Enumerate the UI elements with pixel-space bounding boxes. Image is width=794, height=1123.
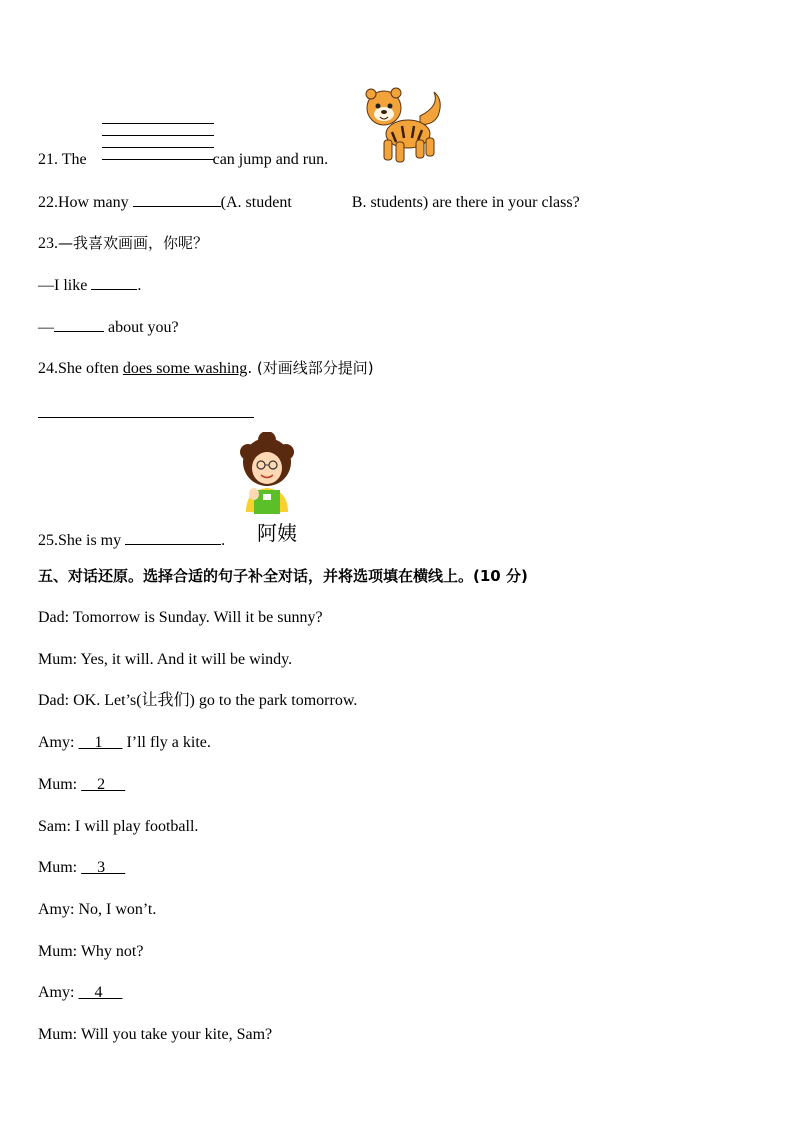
answer-blank-numbered: 4 [78, 984, 123, 1002]
dialogue-text: Yes, it will. And it will be windy. [80, 650, 293, 668]
speaker-label: Sam: [38, 817, 75, 835]
speaker-label: Dad: [38, 692, 74, 710]
question-number: 25. [38, 532, 58, 549]
dialogue-line [38, 942, 143, 962]
dialogue-line [38, 817, 198, 837]
speaker-label: Amy: [38, 900, 79, 918]
dialogue-line [38, 691, 357, 711]
question-number: 24. [38, 360, 58, 377]
question-text: She is my [58, 532, 122, 549]
question-text: . (对画线部分提问) [247, 359, 374, 377]
question-23-line-1 [38, 275, 141, 296]
speaker-label: Amy: [38, 984, 79, 1002]
dialogue-line [38, 900, 156, 920]
question-text: How many [58, 194, 129, 211]
question-23-line-2 [38, 317, 179, 338]
speaker-label: Dad: [38, 609, 73, 626]
answer-line [102, 135, 214, 136]
dialogue-text: I’ll fly a kite. [126, 734, 211, 752]
aunt-caption: 阿姨 [257, 521, 297, 545]
question-23 [38, 233, 208, 254]
answer-blank [91, 275, 137, 290]
answer-blank [54, 317, 104, 332]
section-heading: 五、对话还原。选择合适的句子补全对话，并将选项填在横线上。(10 分) [38, 567, 528, 585]
answer-blank-numbered: 3 [81, 859, 126, 877]
dialogue-line [38, 775, 125, 795]
dialogue-text: I will play football. [74, 817, 199, 835]
dialogue-text: . [137, 277, 142, 294]
dialogue-line [38, 858, 125, 878]
dialogue-line [38, 983, 122, 1003]
option-a: (A. student [220, 194, 292, 211]
question-number: 21. [38, 151, 58, 168]
answer-line [38, 417, 254, 418]
answer-line [102, 147, 214, 148]
dialogue-text: —I like [38, 277, 88, 294]
dialogue-text: — [38, 319, 54, 336]
question-24 [38, 358, 374, 379]
question-25 [38, 530, 225, 551]
question-21 [38, 150, 328, 170]
dialogue-line [38, 608, 323, 628]
speaker-label: Mum: [38, 942, 81, 960]
answer-line [102, 123, 214, 124]
speaker-label: Amy: [38, 734, 79, 752]
dialogue-text: Tomorrow is Sunday. Will it be sunny? [72, 609, 323, 626]
aunt-picture [234, 432, 300, 522]
dialogue-text: about you? [108, 319, 179, 336]
speaker-label: Mum: [38, 775, 82, 793]
answer-blank [125, 530, 221, 545]
question-text: She often [58, 360, 119, 377]
option-b: B. students) are there in your class? [351, 194, 580, 211]
dialogue-text: Will you take your kite, Sam? [80, 1026, 273, 1043]
dialogue-text: No, I won’t. [78, 900, 157, 918]
question-text: The [61, 151, 87, 168]
question-number: 23. [38, 235, 58, 252]
answer-blank [133, 192, 221, 207]
question-number: 22. [38, 194, 58, 211]
question-text: can jump and run. [212, 151, 329, 168]
tiger-picture [362, 86, 448, 166]
speaker-label: Mum: [38, 1026, 81, 1043]
question-22 [38, 192, 580, 213]
answer-blank-numbered: 2 [81, 775, 126, 793]
dialogue-line [38, 733, 211, 753]
speaker-label: Mum: [38, 650, 81, 668]
question-text: . [221, 532, 226, 549]
dialogue-line [38, 1025, 272, 1045]
underlined-phrase: does some washing [122, 360, 248, 377]
answer-blank-numbered: 1 [78, 734, 123, 752]
dialogue-text: OK. Let’s(让我们) go to the park tomorrow. [73, 692, 358, 710]
speaker-label: Mum: [38, 859, 82, 877]
dialogue-line [38, 650, 292, 670]
dialogue-text: Why not? [80, 942, 144, 960]
question-prompt: —我喜欢画画，你呢？ [58, 234, 209, 252]
